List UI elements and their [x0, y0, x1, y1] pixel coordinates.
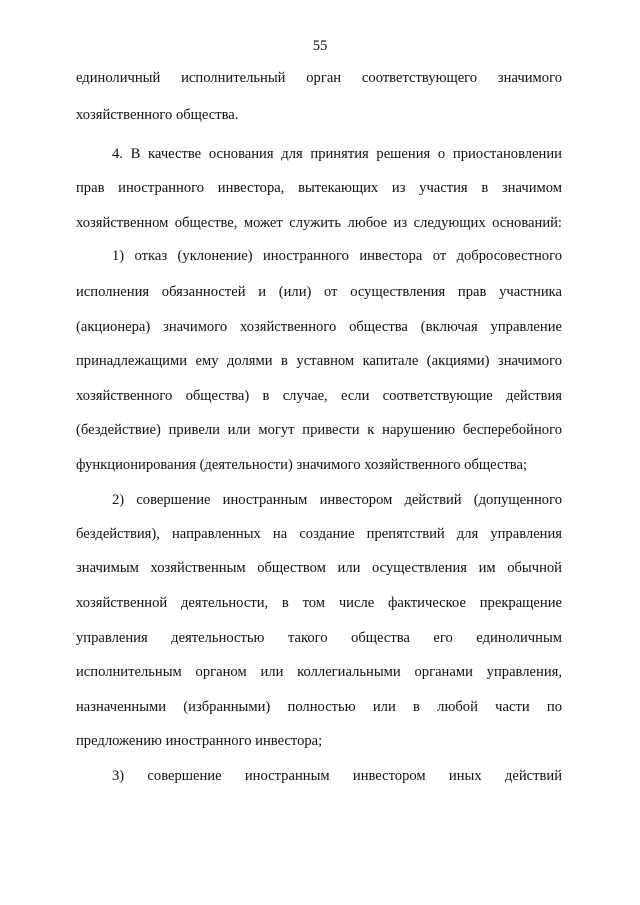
item-1-first-line: 1) отказ (уклонение) иностранного инвестора от добросовестного — [112, 248, 562, 264]
text-line: хозяйственной деятельности, в том числе фактическое прекращение — [76, 595, 562, 611]
text-line: бездействия), направленных на создание препятствий для управления — [76, 526, 562, 542]
text-line: единоличный исполнительный орган соответствующего значимого — [76, 70, 562, 86]
text-line: значимым хозяйственным обществом или осуществления им обычной — [76, 560, 562, 576]
page-number: 55 — [312, 38, 328, 54]
text-line: исполнительным органом или коллегиальными органами управления, — [76, 664, 562, 680]
paragraph-4-first-line: 4. В качестве основания для принятия решения о приостановлении — [112, 146, 562, 162]
text-line: назначенными (избранными) полностью или в любой части по — [76, 699, 562, 715]
text-line: исполнения обязанностей и (или) от осуществления прав участника — [76, 284, 562, 300]
text-line: (акционера) значимого хозяйственного общества (включая управление — [76, 319, 562, 335]
text-line: управления деятельностью такого общества его единоличным — [76, 630, 562, 646]
item-3-first-line: 3) совершение иностранным инвестором иных действий — [112, 768, 562, 784]
text-line: прав иностранного инвестора, вытекающих из участия в значимом — [76, 180, 562, 196]
text-line: хозяйственного общества. — [76, 107, 239, 123]
text-line: хозяйственном обществе, может служить любое из следующих оснований: — [76, 215, 562, 231]
item-2-first-line: 2) совершение иностранным инвестором действий (допущенного — [112, 492, 562, 508]
text-line: (бездействие) привели или могут привести к нарушению бесперебойного — [76, 422, 562, 438]
text-line: предложению иностранного инвестора; — [76, 733, 323, 749]
text-line: функционирования (деятельности) значимого хозяйственного общества; — [76, 457, 528, 473]
text-line: хозяйственного общества) в случае, если соответствующие действия — [76, 388, 562, 404]
text-line: принадлежащими ему долями в уставном капитале (акциями) значимого — [76, 353, 562, 369]
